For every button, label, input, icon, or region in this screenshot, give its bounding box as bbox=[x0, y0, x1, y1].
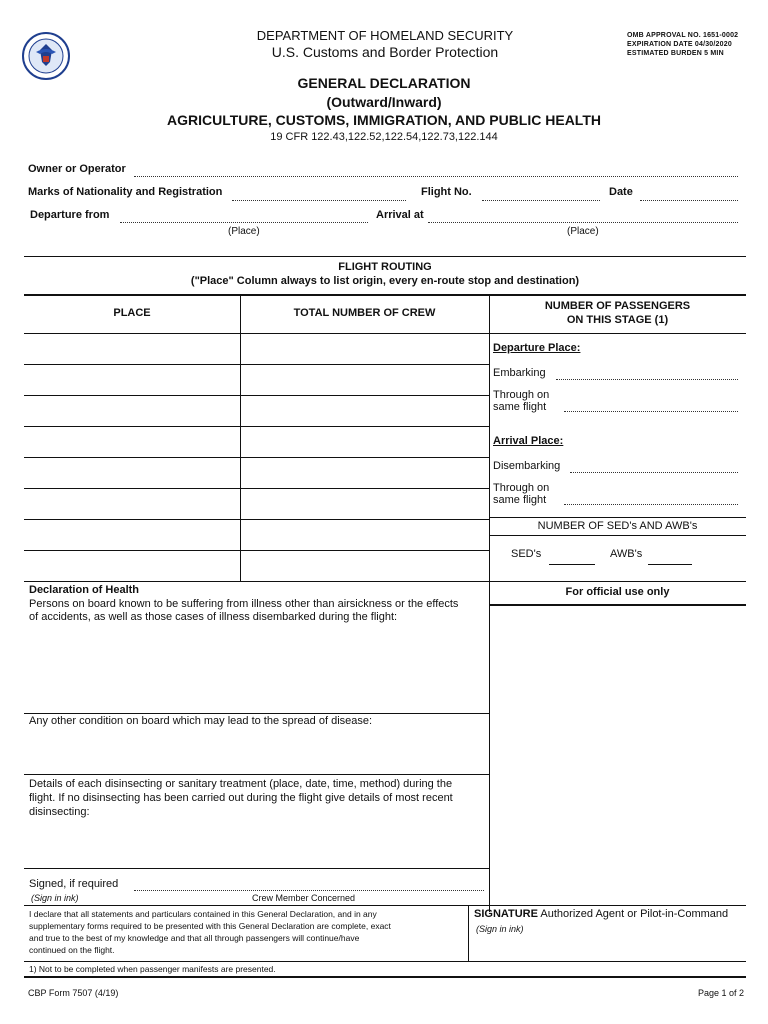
omb-expiration: EXPIRATION DATE 04/30/2020 bbox=[627, 41, 732, 48]
through-arrival-label-2: same flight bbox=[493, 494, 547, 506]
signature-label-bold: SIGNATURE bbox=[474, 908, 538, 920]
table-row bbox=[24, 550, 489, 551]
agency-name: U.S. Customs and Border Protection bbox=[271, 44, 499, 60]
routing-subheading: ("Place" Column always to list origin, every en-route stop and destination) bbox=[190, 275, 580, 287]
embarking-label: Embarking bbox=[493, 367, 546, 379]
table-row bbox=[24, 426, 489, 427]
declaration-line2: supplementary forms required to be presented with this General Declaration are complete, exact bbox=[29, 921, 391, 931]
arrival-label: Arrival at bbox=[376, 209, 424, 221]
official-use-label: For official use only bbox=[565, 586, 670, 598]
place-column-header: PLACE bbox=[113, 307, 151, 319]
cfr-reference: 19 CFR 122.43,122.52,122.54,122.73,122.144 bbox=[270, 131, 498, 143]
page-number: Page 1 of 2 bbox=[697, 988, 744, 998]
crew-signature-field[interactable] bbox=[134, 890, 484, 891]
omb-info bbox=[627, 31, 738, 58]
table-row bbox=[24, 364, 489, 365]
passengers-header-line2: ON THIS STAGE (1) bbox=[566, 314, 669, 326]
routing-table-top bbox=[24, 294, 746, 296]
date-label: Date bbox=[609, 186, 633, 198]
arrival-place-hint: (Place) bbox=[567, 226, 599, 237]
through-label-2: same flight bbox=[493, 401, 547, 413]
health-heading: Declaration of Health bbox=[29, 584, 140, 596]
owner-label: Owner or Operator bbox=[28, 163, 126, 175]
omb-burden: ESTIMATED BURDEN 5 MIN bbox=[627, 50, 724, 57]
departure-place-hint: (Place) bbox=[228, 226, 260, 237]
form-bottom-rule bbox=[24, 976, 746, 978]
owner-field[interactable] bbox=[134, 176, 738, 177]
crew-column-header: TOTAL NUMBER OF CREW bbox=[293, 307, 436, 319]
other-condition-text: Any other condition on board which may lead to the spread of disease: bbox=[29, 715, 373, 727]
date-field[interactable] bbox=[640, 200, 738, 201]
declaration-top-rule bbox=[24, 905, 746, 906]
arrival-place-label: Arrival Place: bbox=[493, 435, 564, 447]
health-top-rule bbox=[24, 581, 746, 582]
footnote: 1) Not to be completed when passenger manifests are presented. bbox=[29, 964, 276, 974]
table-row bbox=[24, 395, 489, 396]
department-name: DEPARTMENT OF HOMELAND SECURITY bbox=[256, 28, 514, 43]
footnote-rule bbox=[24, 961, 746, 962]
passengers-header-line1: NUMBER OF PASSENGERS bbox=[544, 300, 691, 312]
marks-field[interactable] bbox=[232, 200, 406, 201]
form-id: CBP Form 7507 (4/19) bbox=[28, 988, 119, 998]
through-label-1: Through on bbox=[493, 389, 550, 401]
sed-heading-rule bbox=[489, 535, 746, 536]
departure-field[interactable] bbox=[120, 222, 368, 223]
seds-label: SED's bbox=[511, 548, 542, 560]
form-subtitle: (Outward/Inward) bbox=[326, 94, 442, 110]
persons-text-line2: of accidents, as well as those cases of illness disembarked during the flight: bbox=[29, 611, 398, 623]
signature-label bbox=[474, 908, 728, 920]
signed-rule bbox=[24, 868, 489, 869]
sed-section-rule bbox=[489, 517, 746, 518]
dhs-seal-logo bbox=[22, 32, 70, 80]
details-rule bbox=[24, 774, 489, 775]
crew-member-label: Crew Member Concerned bbox=[252, 893, 356, 903]
details-text-line1: Details of each disinsecting or sanitary treatment (place, date, time, method) during the bbox=[29, 778, 453, 790]
embarking-field[interactable] bbox=[556, 379, 738, 380]
declaration-line3: and true to the best of my knowledge and that all through passengers will continue/have bbox=[29, 933, 360, 943]
signature-ink-hint: (Sign in ink) bbox=[476, 924, 524, 934]
other-condition-rule bbox=[24, 713, 489, 714]
disembarking-field[interactable] bbox=[570, 472, 738, 473]
through-departure-field[interactable] bbox=[564, 411, 738, 412]
form-agencies-title: AGRICULTURE, CUSTOMS, IMMIGRATION, AND PUBLIC HEALTH bbox=[167, 112, 601, 128]
seds-field[interactable] bbox=[549, 564, 595, 565]
routing-header-rule bbox=[24, 333, 746, 334]
awbs-field[interactable] bbox=[648, 564, 692, 565]
departure-label: Departure from bbox=[30, 209, 110, 221]
through-arrival-label-1: Through on bbox=[493, 482, 550, 494]
declaration-divider bbox=[468, 905, 469, 961]
departure-place-label: Departure Place: bbox=[493, 342, 581, 354]
disembarking-label: Disembarking bbox=[493, 460, 561, 472]
pilot-signature-field[interactable] bbox=[470, 938, 744, 958]
declaration-line1: I declare that all statements and particulars contained in this General Declaration, and in any bbox=[29, 909, 377, 919]
sign-ink-hint: (Sign in ink) bbox=[31, 893, 79, 903]
signed-label: Signed, if required bbox=[29, 878, 119, 890]
marks-label: Marks of Nationality and Registration bbox=[28, 186, 223, 198]
routing-top-rule bbox=[24, 256, 746, 257]
signature-label-rest: Authorized Agent or Pilot-in-Command bbox=[537, 908, 729, 920]
routing-col-divider-1 bbox=[240, 294, 241, 582]
declaration-line4: continued on the flight. bbox=[29, 945, 115, 955]
through-arrival-field[interactable] bbox=[564, 504, 738, 505]
awbs-label: AWB's bbox=[610, 548, 643, 560]
sed-awb-heading: NUMBER OF SED's AND AWB's bbox=[537, 520, 698, 532]
flight-number-label: Flight No. bbox=[421, 186, 472, 198]
omb-approval: OMB APPROVAL NO. 1651-0002 bbox=[627, 32, 739, 39]
persons-text-line1: Persons on board known to be suffering from illness other than airsickness or the effects bbox=[29, 598, 459, 610]
official-use-rule bbox=[489, 604, 746, 606]
table-row bbox=[24, 457, 489, 458]
routing-heading: FLIGHT ROUTING bbox=[338, 261, 432, 273]
routing-col-divider-2 bbox=[489, 294, 490, 912]
form-title: GENERAL DECLARATION bbox=[297, 75, 471, 91]
details-text-line3: disinsecting: bbox=[29, 806, 90, 818]
table-row bbox=[24, 519, 489, 520]
flight-number-field[interactable] bbox=[482, 200, 600, 201]
details-text-line2: flight. If no disinsecting has been carried out during the flight give details of most recent bbox=[29, 792, 453, 804]
table-row bbox=[24, 488, 489, 489]
arrival-field[interactable] bbox=[428, 222, 738, 223]
